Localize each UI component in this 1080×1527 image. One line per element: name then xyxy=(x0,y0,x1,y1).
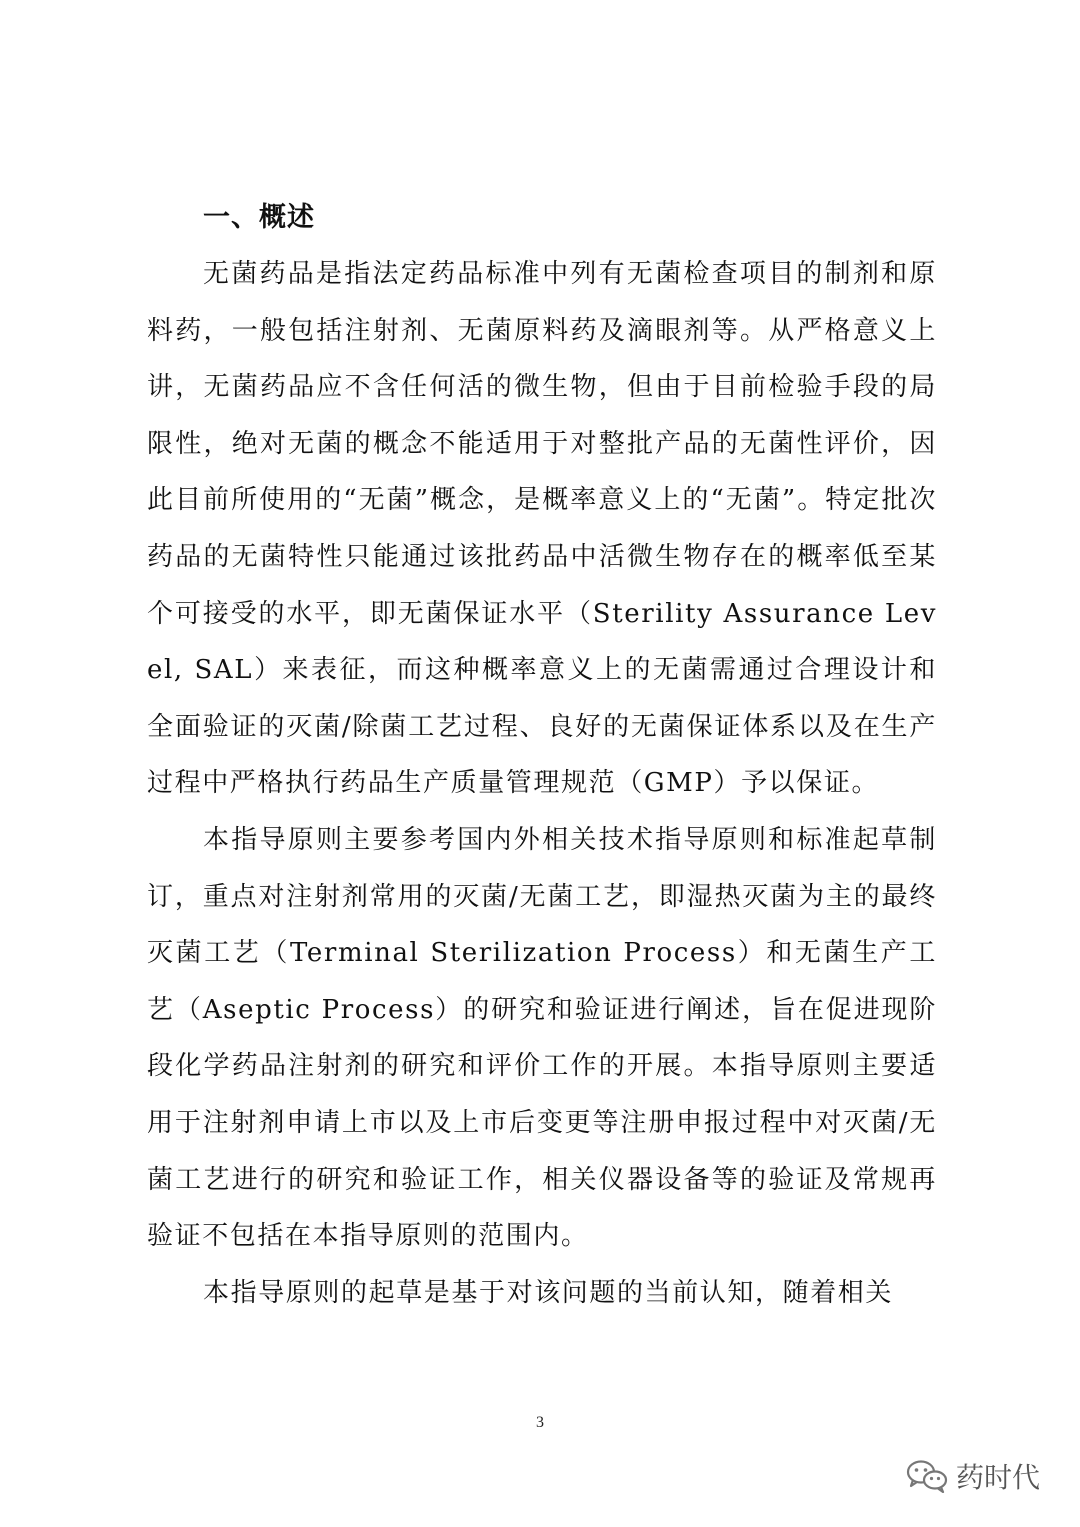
section-heading: 一、概述 xyxy=(203,202,315,233)
watermark xyxy=(906,1456,1040,1496)
wechat-icon xyxy=(906,1459,948,1493)
page-number: 3 xyxy=(536,1414,544,1431)
paragraph-1: 无菌药品是指法定药品标准中列有无菌检查项目的制剂和原料药，一般包括注射剂、无菌原料药及滴眼剂等。从严格意义上讲，无菌药品应不含任何活的微生物，但由于目前检验手段的局限性，绝对无菌的概念不能适用于对整批产品的无菌性评价，因此目前所使用的“无菌”概念，是概率意义上的“无菌”。特定批次药品的无菌特性只能通过该批药品中活微生物存在的概率低至某个可接受的水平，即无菌保证水平（Sterility Assurance Level, SAL）来表征，而这种概率意义上的无菌需通过合理设计和全面验证的灭菌/除菌工艺过程、良好的无菌保证体系以及在生产过程中严格执行药品生产质量管理规范（GMP）予以保证。 xyxy=(147,259,937,799)
document-body xyxy=(147,190,937,1321)
paragraph-2: 本指导原则主要参考国内外相关技术指导原则和标准起草制订，重点对注射剂常用的灭菌/无菌工艺，即湿热灭菌为主的最终灭菌工艺（Terminal Sterilization Process）和无菌生产工艺（Aseptic Process）的研究和验证进行阐述，旨在促进现阶段化学药品注射剂的研究和评价工作的开展。本指导原则主要适用于注射剂申请上市以及上市后变更等注册申报过程中对灭菌/无菌工艺进行的研究和验证工作，相关仪器设备等的验证及常规再验证不包括在本指导原则的范围内。 xyxy=(147,824,937,1252)
paragraph-3: 本指导原则的起草是基于对该问题的当前认知，随着相关 xyxy=(203,1277,894,1308)
watermark-text: 药时代 xyxy=(955,1461,1040,1494)
